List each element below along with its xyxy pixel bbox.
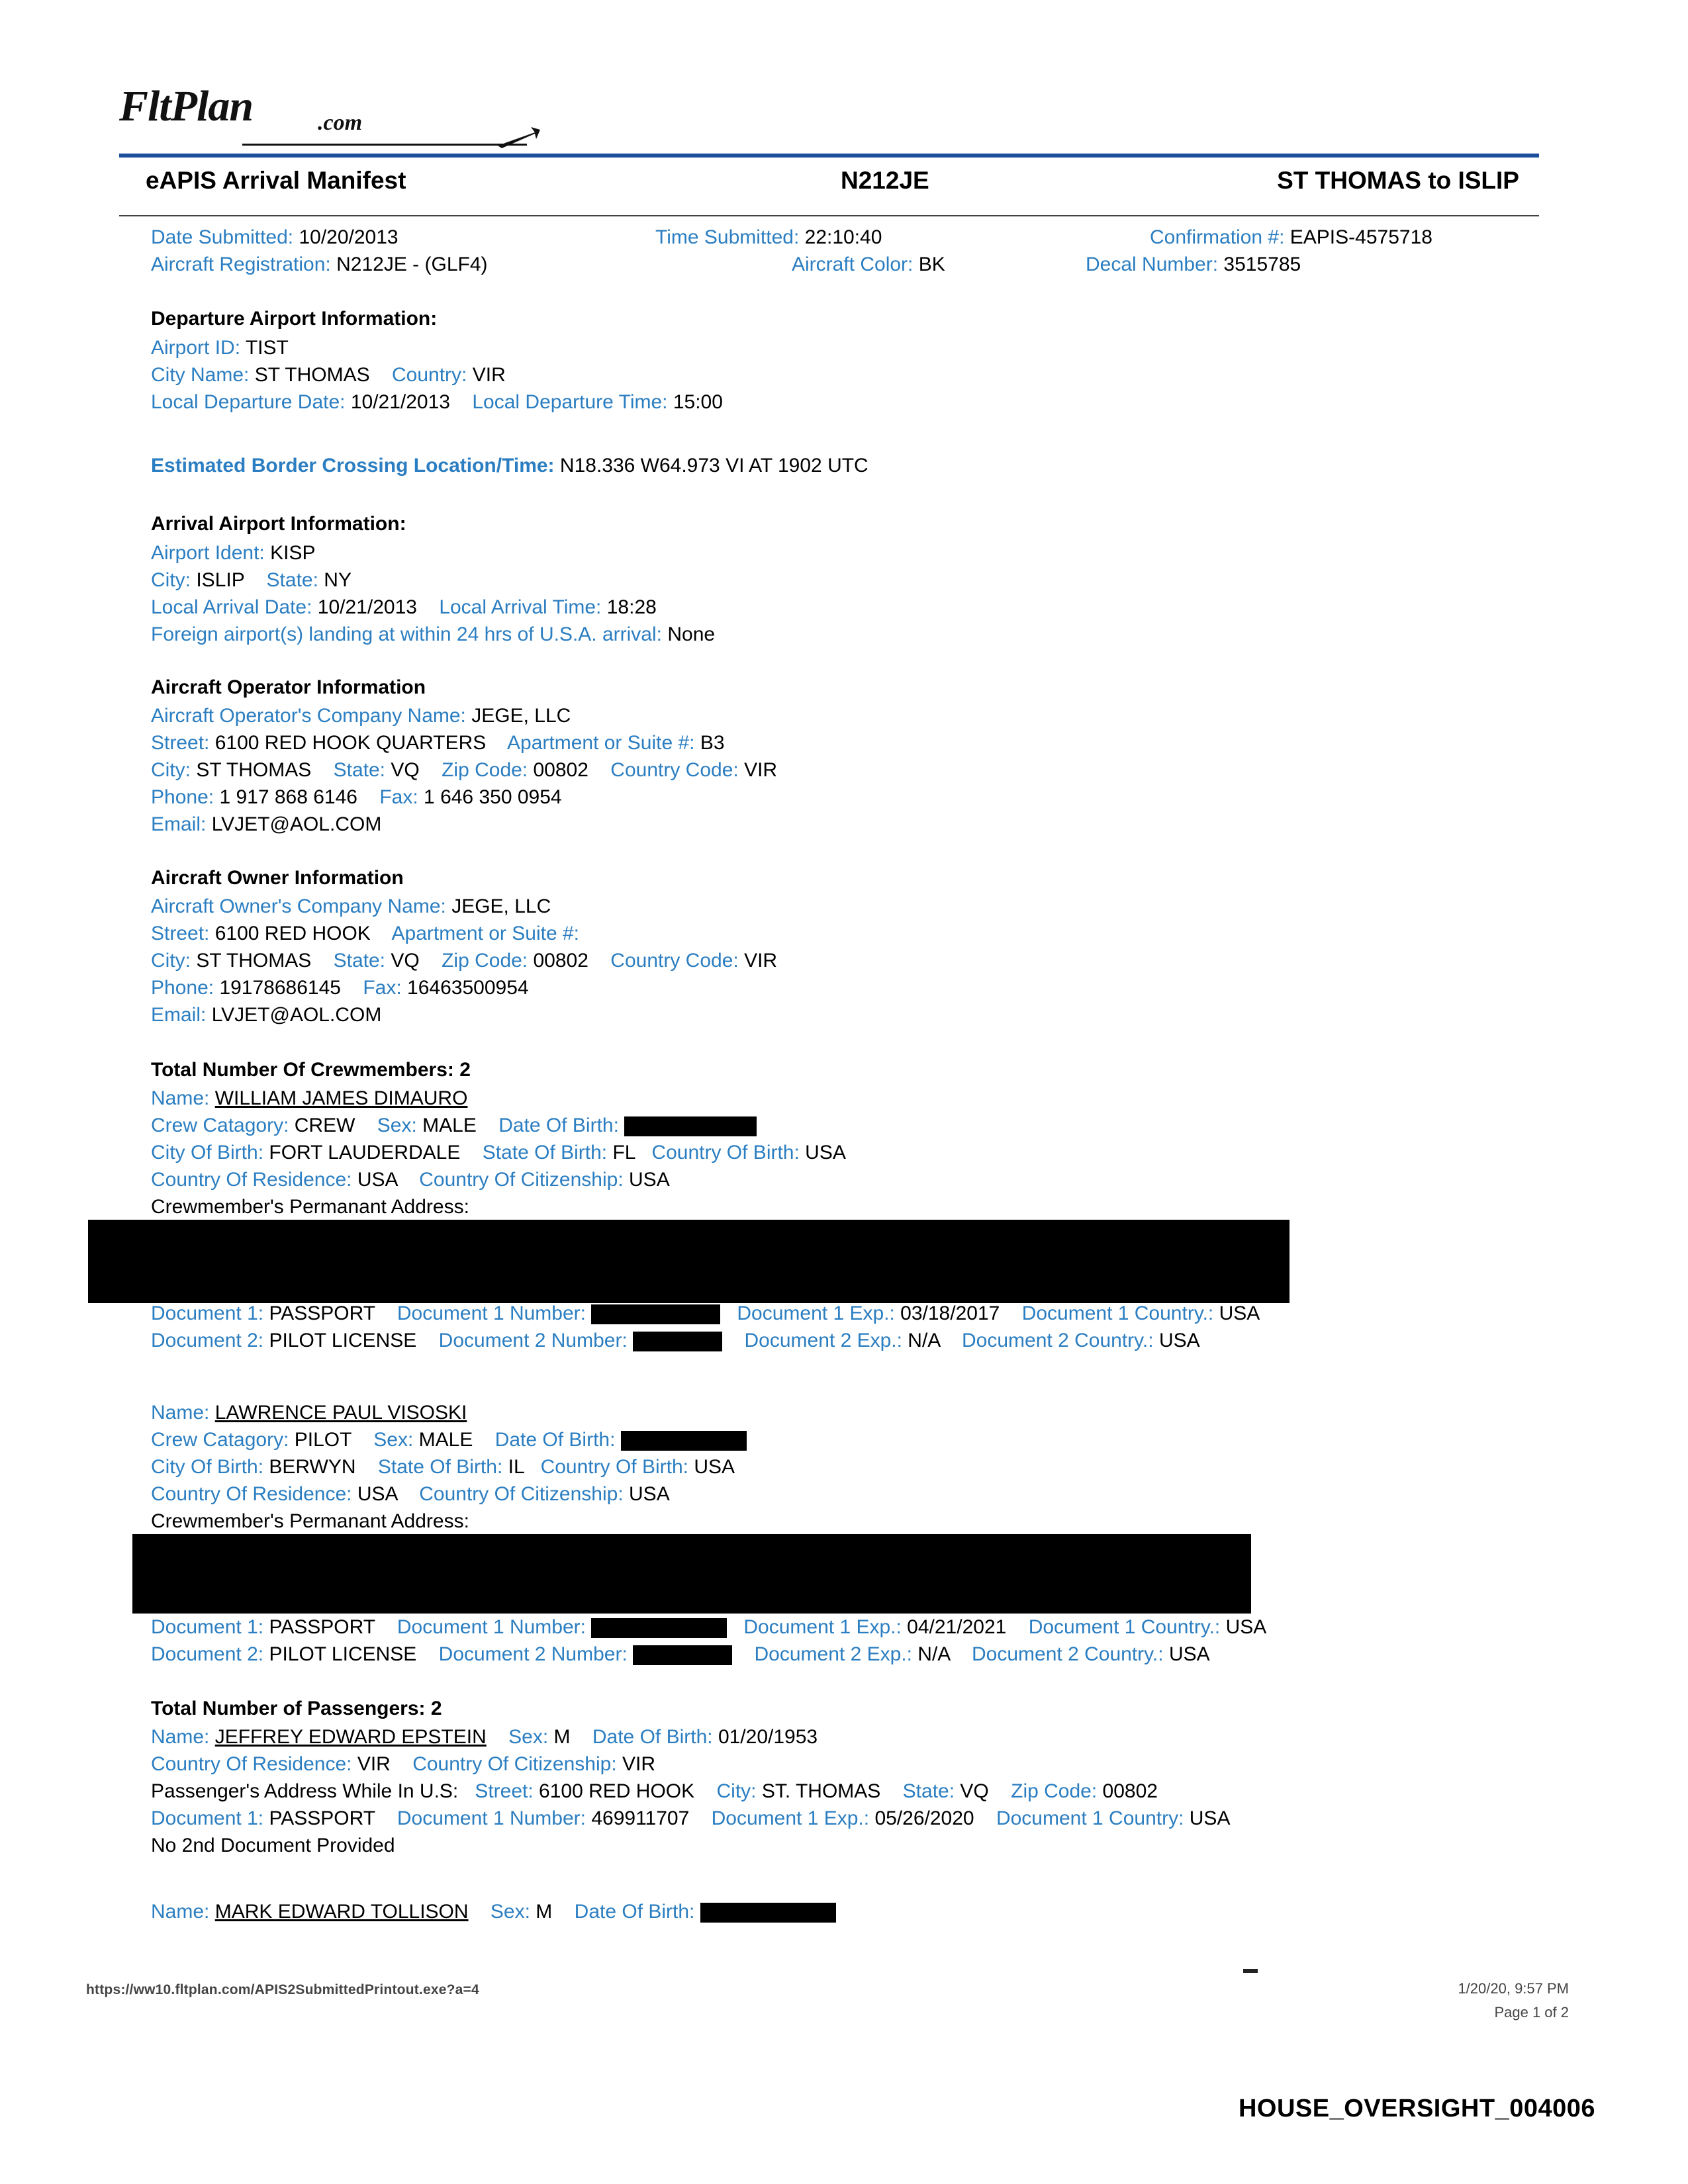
aircraft-color-field xyxy=(792,252,945,277)
crew-citizenship-label: Country Of Citizenship: xyxy=(419,1483,624,1505)
crew-doc1-field xyxy=(151,1615,1266,1640)
crew-citizenship-value: USA xyxy=(629,1483,670,1505)
arrival-time-value: 18:28 xyxy=(606,596,657,618)
passenger-name-value: JEFFREY EDWARD EPSTEIN xyxy=(214,1726,487,1748)
crew-total-label: Total Number Of Crewmembers: 2 xyxy=(151,1059,471,1081)
crew-address-label: Crewmember's Permanant Address: xyxy=(151,1510,469,1532)
operator-email-label: Email: xyxy=(151,813,207,835)
passenger-doc1-number-value: 469911707 xyxy=(591,1807,690,1829)
operator-heading: Aircraft Operator Information xyxy=(151,676,426,698)
crew-doc1-country-value: USA xyxy=(1225,1616,1267,1638)
owner-phone-field xyxy=(151,976,529,1001)
decal-number-value: 3515785 xyxy=(1223,253,1301,275)
owner-city-label: City: xyxy=(151,950,191,972)
arrival-city-label: City: xyxy=(151,569,191,591)
operator-street-label: Street: xyxy=(151,732,210,754)
passenger-no-second-doc-text: No 2nd Document Provided xyxy=(151,1835,395,1856)
departure-city-label: City Name: xyxy=(151,364,250,386)
operator-phone-label: Phone: xyxy=(151,786,214,808)
crew-doc2-country-label: Document 2 Country.: xyxy=(972,1643,1164,1665)
passenger-residence-value: VIR xyxy=(357,1753,391,1775)
page-title: eAPIS Arrival Manifest xyxy=(146,167,406,194)
confirmation-label: Confirmation #: xyxy=(1150,226,1285,248)
crew-category-label: Crew Catagory: xyxy=(151,1115,289,1136)
crew-name-value: LAWRENCE PAUL VISOSKI xyxy=(214,1402,467,1424)
footer-url[interactable]: https://ww10.fltplan.com/APIS2SubmittedPrintout.exe?a=4 xyxy=(86,1982,479,1997)
arrival-city-value: ISLIP xyxy=(196,569,245,591)
time-submitted-value: 22:10:40 xyxy=(804,226,882,248)
crew-residence-value: USA xyxy=(357,1169,397,1191)
crew-citizenship-label: Country Of Citizenship: xyxy=(419,1169,624,1191)
aircraft-registration-label: Aircraft Registration: xyxy=(151,253,331,275)
crew-doc2-exp-label: Document 2 Exp.: xyxy=(744,1330,902,1351)
aircraft-registration-value: N212JE - (GLF4) xyxy=(336,253,488,275)
owner-street-field xyxy=(151,921,579,946)
crew-doc1-country-label: Document 1 Country.: xyxy=(1028,1616,1221,1638)
crew-doc1-label: Document 1: xyxy=(151,1616,264,1638)
passenger-doc1-country-label: Document 1 Country: xyxy=(996,1807,1184,1829)
departure-heading: Departure Airport Information: xyxy=(151,308,438,330)
redacted-dob xyxy=(700,1903,836,1923)
passenger-sex-value: M xyxy=(536,1901,553,1923)
owner-email-label: Email: xyxy=(151,1004,207,1026)
passenger-street-value: 6100 RED HOOK xyxy=(539,1780,695,1802)
crew-doc1-exp-label: Document 1 Exp.: xyxy=(743,1616,902,1638)
crew-doc2-country-label: Document 2 Country.: xyxy=(962,1330,1154,1351)
passenger-residence-label: Country Of Residence: xyxy=(151,1753,352,1775)
passenger-doc1-exp-value: 05/26/2020 xyxy=(874,1807,974,1829)
passenger-sex-label: Sex: xyxy=(490,1901,530,1923)
departure-date-value: 10/21/2013 xyxy=(350,391,450,413)
owner-apt-label: Apartment or Suite #: xyxy=(391,923,579,944)
crew-dob-label: Date Of Birth: xyxy=(494,1429,616,1451)
crew-doc2-number-label: Document 2 Number: xyxy=(438,1643,628,1665)
operator-state-label: State: xyxy=(333,759,386,781)
operator-state-value: VQ xyxy=(391,759,420,781)
date-submitted-label: Date Submitted: xyxy=(151,226,294,248)
passenger-address-label: Passenger's Address While In U.S: xyxy=(151,1780,459,1802)
owner-heading: Aircraft Owner Information xyxy=(151,867,404,889)
operator-company-field xyxy=(151,704,571,729)
confirmation-field xyxy=(1150,225,1432,250)
arrival-state-value: NY xyxy=(324,569,352,591)
owner-company-label: Aircraft Owner's Company Name: xyxy=(151,895,446,917)
departure-datetime-field xyxy=(151,390,723,415)
passenger-dob-value: 01/20/1953 xyxy=(718,1726,818,1748)
passenger-sex-value: M xyxy=(553,1726,571,1748)
crew-doc2-label: Document 2: xyxy=(151,1643,264,1665)
operator-email-field xyxy=(151,812,381,837)
operator-phone-value: 1 917 868 6146 xyxy=(219,786,357,808)
crew-dob-label: Date Of Birth: xyxy=(498,1115,619,1136)
redacted-doc1-number xyxy=(591,1618,727,1638)
foreign-airports-label: Foreign airport(s) landing at within 24 hrs of U.S.A. arrival: xyxy=(151,623,662,645)
logo-wordmark: FltPlan xyxy=(119,82,254,130)
operator-phone-field xyxy=(151,785,562,810)
footer-timestamp: 1/20/20, 9:57 PM xyxy=(1458,1980,1569,1997)
fltplan-logo xyxy=(119,63,463,149)
owner-state-label: State: xyxy=(333,950,386,972)
crew-city-birth-label: City Of Birth: xyxy=(151,1142,264,1163)
departure-country-label: Country: xyxy=(391,364,467,386)
crew-country-birth-value: USA xyxy=(805,1142,846,1163)
crew-country-birth-label: Country Of Birth: xyxy=(651,1142,800,1163)
crew-doc1-exp-label: Document 1 Exp.: xyxy=(737,1302,895,1324)
confirmation-value: EAPIS-4575718 xyxy=(1289,226,1432,248)
departure-city-field xyxy=(151,363,506,388)
crew-name-label: Name: xyxy=(151,1402,210,1424)
crew-name-field xyxy=(151,1086,467,1111)
crew-doc1-country-label: Document 1 Country.: xyxy=(1021,1302,1214,1324)
crew-sex-label: Sex: xyxy=(377,1115,417,1136)
owner-company-value: JEGE, LLC xyxy=(451,895,551,917)
passenger-doc1-country-value: USA xyxy=(1189,1807,1231,1829)
crew-birthplace-field xyxy=(151,1455,735,1480)
header-blue-rule xyxy=(119,154,1539,158)
crew-doc2-exp-label: Document 2 Exp.: xyxy=(754,1643,912,1665)
crew-doc1-field xyxy=(151,1301,1260,1326)
crew-country-birth-value: USA xyxy=(694,1456,735,1478)
owner-state-value: VQ xyxy=(391,950,420,972)
operator-zip-label: Zip Code: xyxy=(442,759,528,781)
owner-citystate-field xyxy=(151,948,777,974)
redacted-dob xyxy=(621,1431,747,1451)
passenger-doc1-label: Document 1: xyxy=(151,1807,264,1829)
passenger-doc1-field xyxy=(151,1806,1230,1831)
departure-time-label: Local Departure Time: xyxy=(472,391,668,413)
operator-city-label: City: xyxy=(151,759,191,781)
logo-underline xyxy=(242,144,527,146)
owner-country-value: VIR xyxy=(744,950,778,972)
owner-phone-value: 19178686145 xyxy=(219,977,341,999)
owner-street-label: Street: xyxy=(151,923,210,944)
operator-company-label: Aircraft Operator's Company Name: xyxy=(151,705,466,727)
crew-category-value: CREW xyxy=(294,1115,355,1136)
crew-category-field xyxy=(151,1428,747,1453)
owner-fax-label: Fax: xyxy=(363,977,402,999)
passenger-citizenship-value: VIR xyxy=(622,1753,656,1775)
crew-category-field xyxy=(151,1113,757,1138)
airplane-icon xyxy=(496,126,543,152)
redacted-doc2-number xyxy=(633,1332,722,1351)
logo-domain-suffix: .com xyxy=(318,111,363,135)
redacted-doc1-number xyxy=(591,1304,720,1324)
crew-doc2-exp-value: N/A xyxy=(917,1643,950,1665)
crew-doc1-country-value: USA xyxy=(1219,1302,1260,1324)
foreign-airports-field xyxy=(151,622,715,647)
operator-country-label: Country Code: xyxy=(610,759,739,781)
passenger-doc1-number-label: Document 1 Number: xyxy=(397,1807,586,1829)
arrival-heading: Arrival Airport Information: xyxy=(151,513,406,535)
redacted-address-block xyxy=(132,1534,1251,1614)
operator-fax-value: 1 646 350 0954 xyxy=(424,786,562,808)
border-crossing-value: N18.336 W64.973 VI AT 1902 UTC xyxy=(559,455,868,477)
border-crossing-label: Estimated Border Crossing Location/Time: xyxy=(151,455,555,477)
header-thin-rule xyxy=(119,215,1539,216)
owner-zip-value: 00802 xyxy=(533,950,588,972)
operator-fax-label: Fax: xyxy=(379,786,418,808)
departure-time-value: 15:00 xyxy=(673,391,723,413)
passenger-name-label: Name: xyxy=(151,1726,210,1748)
redacted-dob xyxy=(624,1116,757,1136)
arrival-ident-value: KISP xyxy=(270,542,316,564)
date-submitted-field xyxy=(151,225,399,250)
crew-category-label: Crew Catagory: xyxy=(151,1429,289,1451)
crew-city-birth-value: FORT LAUDERDALE xyxy=(269,1142,461,1163)
crew-citizenship-field xyxy=(151,1167,670,1193)
passenger-name-field xyxy=(151,1725,818,1750)
crew-doc2-country-value: USA xyxy=(1168,1643,1210,1665)
passenger-state-value: VQ xyxy=(960,1780,989,1802)
crew-citizenship-value: USA xyxy=(629,1169,670,1191)
route-title: ST THOMAS to ISLIP xyxy=(1277,167,1519,194)
crew-doc1-number-label: Document 1 Number: xyxy=(397,1302,586,1324)
passenger-name-label: Name: xyxy=(151,1901,210,1923)
crew-address-label-field xyxy=(151,1195,469,1220)
arrival-time-label: Local Arrival Time: xyxy=(439,596,602,618)
bates-number: HOUSE_OVERSIGHT_004006 xyxy=(1238,2095,1595,2122)
arrival-city-field xyxy=(151,568,352,593)
arrival-date-value: 10/21/2013 xyxy=(317,596,417,618)
passenger-city-value: ST. THOMAS xyxy=(761,1780,881,1802)
crew-category-value: PILOT xyxy=(294,1429,352,1451)
crew-sex-value: MALE xyxy=(418,1429,473,1451)
arrival-ident-field xyxy=(151,541,315,566)
crew-citizenship-field xyxy=(151,1482,670,1507)
passenger-no-second-doc xyxy=(151,1833,395,1858)
document-header xyxy=(119,167,1539,204)
operator-apt-label: Apartment or Suite #: xyxy=(507,732,695,754)
operator-citystate-field xyxy=(151,758,777,783)
passenger-dob-label: Date Of Birth: xyxy=(592,1726,713,1748)
passengers-total-label: Total Number of Passengers: 2 xyxy=(151,1698,442,1719)
crew-residence-label: Country Of Residence: xyxy=(151,1169,352,1191)
tail-number: N212JE xyxy=(841,167,929,194)
decal-number-label: Decal Number: xyxy=(1086,253,1219,275)
owner-email-value: LVJET@AOL.COM xyxy=(211,1004,382,1026)
decal-number-field xyxy=(1086,252,1301,277)
time-submitted-label: Time Submitted: xyxy=(655,226,800,248)
passenger-us-address-field xyxy=(151,1779,1158,1804)
crew-address-label: Crewmember's Permanant Address: xyxy=(151,1196,469,1218)
foreign-airports-value: None xyxy=(667,623,716,645)
crew-doc2-label: Document 2: xyxy=(151,1330,264,1351)
operator-street-field xyxy=(151,731,725,756)
passenger-name-field xyxy=(151,1899,836,1925)
passenger-citizenship-label: Country Of Citizenship: xyxy=(412,1753,617,1775)
departure-airport-id-field xyxy=(151,336,289,361)
operator-street-value: 6100 RED HOOK QUARTERS xyxy=(214,732,487,754)
passenger-zip-value: 00802 xyxy=(1102,1780,1158,1802)
crew-doc1-exp-value: 03/18/2017 xyxy=(900,1302,1000,1324)
passenger-state-label: State: xyxy=(902,1780,955,1802)
arrival-datetime-field xyxy=(151,595,657,620)
departure-airport-id-value: TIST xyxy=(245,337,289,359)
owner-zip-label: Zip Code: xyxy=(442,950,528,972)
passenger-doc1-exp-label: Document 1 Exp.: xyxy=(711,1807,870,1829)
passenger-zip-label: Zip Code: xyxy=(1011,1780,1098,1802)
crew-doc2-exp-value: N/A xyxy=(908,1330,940,1351)
departure-airport-id-label: Airport ID: xyxy=(151,337,241,359)
owner-street-value: 6100 RED HOOK xyxy=(214,923,371,944)
crew-doc1-number-label: Document 1 Number: xyxy=(397,1616,586,1638)
crew-doc1-value: PASSPORT xyxy=(269,1616,375,1638)
departure-date-label: Local Departure Date: xyxy=(151,391,346,413)
crew-sex-label: Sex: xyxy=(373,1429,414,1451)
time-submitted-field xyxy=(655,225,882,250)
crew-country-birth-label: Country Of Birth: xyxy=(540,1456,688,1478)
crew-doc1-exp-value: 04/21/2021 xyxy=(907,1616,1007,1638)
passenger-sex-label: Sex: xyxy=(508,1726,549,1748)
operator-apt-value: B3 xyxy=(700,732,725,754)
passenger-dob-label: Date Of Birth: xyxy=(574,1901,695,1923)
operator-company-value: JEGE, LLC xyxy=(471,705,571,727)
owner-email-field xyxy=(151,1003,381,1028)
operator-country-value: VIR xyxy=(744,759,778,781)
operator-email-value: LVJET@AOL.COM xyxy=(211,813,382,835)
crew-doc2-country-value: USA xyxy=(1158,1330,1200,1351)
date-submitted-value: 10/20/2013 xyxy=(299,226,399,248)
crew-doc2-field xyxy=(151,1642,1210,1667)
departure-country-value: VIR xyxy=(472,364,506,386)
aircraft-registration-field xyxy=(151,252,488,277)
owner-city-value: ST THOMAS xyxy=(196,950,312,972)
passenger-name-value: MARK EDWARD TOLLISON xyxy=(214,1901,469,1923)
owner-company-field xyxy=(151,894,551,919)
crew-city-birth-value: BERWYN xyxy=(269,1456,356,1478)
crew-doc1-label: Document 1: xyxy=(151,1302,264,1324)
crew-address-label-field xyxy=(151,1509,469,1534)
crew-doc2-value: PILOT LICENSE xyxy=(269,1330,417,1351)
aircraft-color-value: BK xyxy=(918,253,945,275)
owner-phone-label: Phone: xyxy=(151,977,214,999)
departure-city-value: ST THOMAS xyxy=(254,364,370,386)
crew-residence-value: USA xyxy=(357,1483,397,1505)
owner-country-label: Country Code: xyxy=(610,950,739,972)
crew-state-birth-value: FL xyxy=(612,1142,635,1163)
operator-zip-value: 00802 xyxy=(533,759,588,781)
crew-state-birth-value: IL xyxy=(508,1456,524,1478)
crew-residence-label: Country Of Residence: xyxy=(151,1483,352,1505)
redacted-doc2-number xyxy=(633,1645,732,1665)
operator-city-value: ST THOMAS xyxy=(196,759,312,781)
arrival-date-label: Local Arrival Date: xyxy=(151,596,312,618)
footer-dash xyxy=(1243,1969,1258,1973)
crew-birthplace-field xyxy=(151,1140,846,1165)
crew-doc2-value: PILOT LICENSE xyxy=(269,1643,417,1665)
aircraft-color-label: Aircraft Color: xyxy=(792,253,914,275)
passenger-doc1-value: PASSPORT xyxy=(269,1807,375,1829)
arrival-ident-label: Airport Ident: xyxy=(151,542,265,564)
crew-sex-value: MALE xyxy=(422,1115,477,1136)
passenger-citizenship-field xyxy=(151,1752,655,1777)
owner-fax-value: 16463500954 xyxy=(407,977,529,999)
crew-doc2-number-label: Document 2 Number: xyxy=(438,1330,628,1351)
crew-name-field xyxy=(151,1400,467,1426)
crew-state-birth-label: State Of Birth: xyxy=(377,1456,503,1478)
crew-name-label: Name: xyxy=(151,1087,210,1109)
passenger-street-label: Street: xyxy=(475,1780,534,1802)
crew-city-birth-label: City Of Birth: xyxy=(151,1456,264,1478)
crew-doc1-value: PASSPORT xyxy=(269,1302,375,1324)
passenger-city-label: City: xyxy=(716,1780,757,1802)
arrival-state-label: State: xyxy=(266,569,318,591)
crew-state-birth-label: State Of Birth: xyxy=(482,1142,608,1163)
redacted-address-block xyxy=(88,1220,1289,1303)
footer-page-number: Page 1 of 2 xyxy=(1494,2004,1569,2021)
crew-name-value: WILLIAM JAMES DIMAURO xyxy=(214,1087,468,1109)
border-crossing-field xyxy=(151,453,868,478)
crew-doc2-field xyxy=(151,1328,1200,1353)
